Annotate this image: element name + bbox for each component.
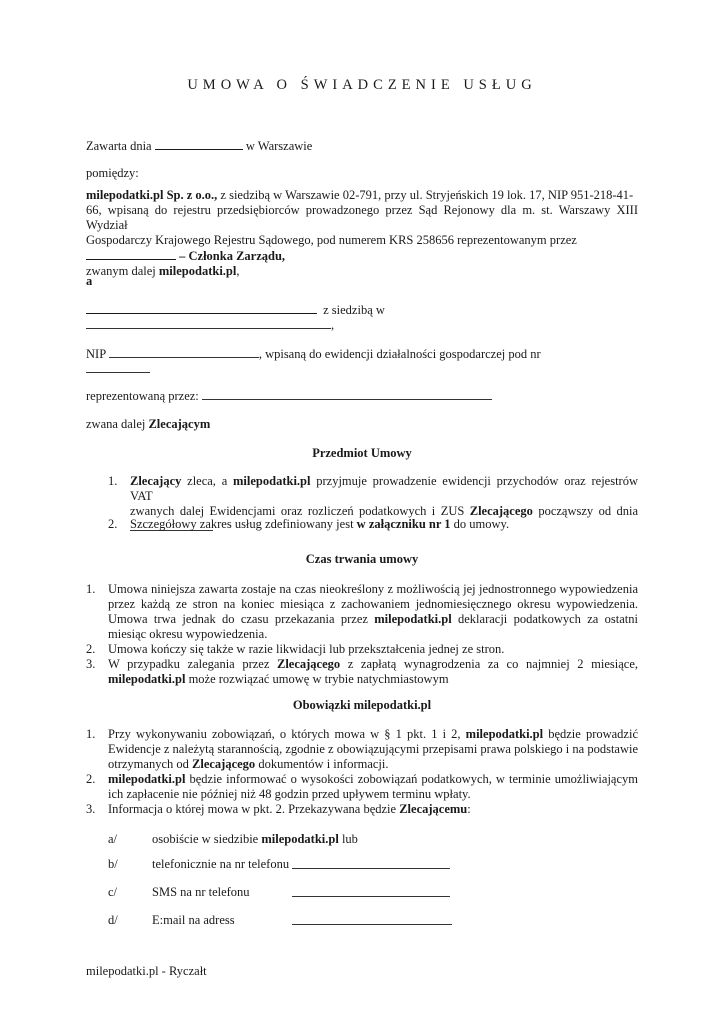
l1c: z zapłatą wynagrodzenia za co najmniej 2 miesiące, — [340, 657, 638, 671]
l1b: Zlecającego — [276, 657, 341, 671]
l1a: milepodatki.pl — [108, 772, 186, 786]
client-seat-line — [86, 317, 638, 333]
option-c — [0, 885, 724, 900]
represented-line — [86, 388, 638, 404]
concluded-suffix: w Warszawie — [245, 139, 313, 153]
l2a: milepodatki.pl — [108, 672, 186, 686]
board-member-label: – Członka Zarządu, — [179, 249, 286, 263]
client-prefix: zwana dalej — [86, 417, 149, 431]
email-blank[interactable] — [292, 913, 452, 925]
item-number: 1. — [108, 474, 118, 488]
sms-blank[interactable] — [292, 885, 450, 897]
line2-b: Zlecającego — [469, 504, 533, 518]
t1: Szczegółowy zakres usług zdefiniowany jest — [130, 517, 357, 531]
option-label: c/ — [108, 885, 118, 899]
and-label: a — [86, 274, 93, 288]
option-label: b/ — [108, 857, 118, 871]
l3b: milepodatki.pl — [374, 612, 452, 626]
section-heading-obligations: Obowiązki milepodatki.pl — [292, 698, 432, 712]
option-b — [0, 857, 724, 872]
option-label: d/ — [108, 913, 118, 927]
l3b: Zlecającego — [192, 757, 256, 771]
item-number: 2. — [108, 517, 118, 531]
l4: miesiąc okresu wypowiedzenia. — [108, 627, 268, 641]
seat-comma: , — [331, 318, 335, 332]
client-seat-blank[interactable] — [86, 317, 331, 329]
option-text-c: lub — [338, 832, 358, 846]
item-number: 1. — [86, 727, 96, 741]
l2: przez każdą ze stron na koniec miesiąca z zachowaniem jednomiesięcznego okresu wypowiedzenia. — [108, 597, 638, 611]
registry-line — [86, 361, 638, 377]
item-number: 3. — [86, 802, 96, 816]
l3c: dokumentów i informacji. — [255, 757, 389, 771]
called-name: milepodatki.pl — [158, 264, 237, 278]
item-number: 2. — [86, 772, 96, 786]
company-paragraph — [86, 188, 638, 279]
called-prefix: zwanym dalej — [86, 264, 159, 278]
represented-label: reprezentowaną przez: — [86, 389, 199, 403]
option-label: a/ — [108, 832, 118, 846]
date-blank[interactable] — [155, 138, 243, 150]
line2-a: zwanych dalej Ewidencjami oraz rozliczeń podatkowych i ZUS — [130, 504, 470, 518]
subject-item-2 — [108, 517, 638, 532]
i3a: Informacja o której mowa w pkt. 2. Przekazywana będzie — [108, 802, 400, 816]
l2: ich zapłacenie nie później niż 48 godzin przed upływem terminu wpłaty. — [108, 787, 471, 801]
option-text-b: milepodatki.pl — [261, 832, 339, 846]
option-d — [0, 913, 724, 928]
company-text-2: 66, wpisaną do rejestru przedsiębiorców prowadzonego przez Sąd Rejonowy dla m. st. Warszawy XIII Wydział — [86, 203, 638, 232]
b-company: milepodatki.pl — [233, 474, 311, 488]
i3c: : — [467, 802, 471, 816]
l3a: Umowa trwa jednak do czasu przekazania przez — [108, 612, 375, 626]
t2: do umowy. — [450, 517, 510, 531]
nip-line — [86, 346, 638, 362]
company-name: milepodatki.pl Sp. z o.o., — [86, 188, 218, 202]
nip-label: NIP — [86, 347, 106, 361]
registry-blank[interactable] — [86, 361, 150, 373]
item-number: 2. — [86, 642, 96, 656]
line2-c: począwszy od dnia — [532, 504, 639, 518]
l3c: deklaracji podatkowych za ostatni — [451, 612, 638, 626]
client-called-line — [86, 417, 638, 432]
obligations-item-2 — [86, 772, 638, 802]
section-heading-subject: Przedmiot Umowy — [312, 446, 412, 460]
option-a — [0, 832, 724, 847]
section-heading-duration: Czas trwania umowy — [305, 552, 419, 566]
called-suffix: , — [236, 264, 240, 278]
item-number: 1. — [86, 582, 96, 596]
client-name-line — [86, 302, 638, 318]
option-text-a: osobiście w siedzibie — [152, 832, 262, 846]
nip-blank[interactable] — [109, 346, 259, 358]
client-name-blank[interactable] — [86, 302, 317, 314]
l1: Umowa niniejsza zawarta zostaje na czas nieokreślony z możliwością jej jednostronnego wypowiedzenia — [108, 582, 638, 596]
representative-blank[interactable] — [86, 248, 176, 260]
l3a: otrzymanych od — [108, 757, 193, 771]
page-footer: milepodatki.pl - Ryczałt — [86, 964, 207, 978]
option-text: E:mail na adress — [152, 913, 235, 927]
t2: przyjmuje prowadzenie ewidencji przychodów oraz rejestrów VAT — [130, 474, 638, 503]
nip-suffix: , wpisaną do ewidencji działalności gospodarczej pod nr — [258, 347, 541, 361]
l2: Ewidencje z należytą starannością, zgodnie z obowiązującymi przepisami prawa polskiego i na podstawie — [108, 742, 639, 756]
l1b: milepodatki.pl — [465, 727, 544, 741]
obligations-item-1 — [86, 727, 638, 772]
duration-item-2 — [86, 642, 638, 657]
obligations-item-3 — [86, 802, 638, 817]
item-number: 3. — [86, 657, 96, 671]
phone-blank[interactable] — [292, 857, 450, 869]
l1c: będzie prowadzić — [543, 727, 638, 741]
option-text: SMS na nr telefonu — [152, 885, 250, 899]
l1a: W przypadku zalegania przez — [108, 657, 277, 671]
i3b: Zlecającemu — [399, 802, 468, 816]
company-text-1: z siedzibą w Warszawie 02-791, przy ul. Stryjeńskich 19 lok. 17, NIP 951-218-41- — [217, 188, 634, 202]
concluded-prefix: Zawarta dnia — [86, 139, 152, 153]
b-client: Zlecający — [130, 474, 182, 488]
concluded-line — [86, 138, 638, 154]
seat-label: z siedzibą w — [323, 303, 385, 317]
t1: zleca, a — [181, 474, 234, 488]
client-called-name: Zlecającym — [148, 417, 211, 431]
item-text: Umowa kończy się także w razie likwidacji lub przekształcenia jednej ze stron. — [108, 642, 505, 656]
between-label: pomiędzy: — [86, 166, 139, 180]
company-text-3: Gospodarczy Krajowego Rejestru Sądowego, pod numerem KRS 258656 reprezentowanym przez — [86, 233, 577, 247]
document-title: UMOWA O ŚWIADCZENIE USŁUG — [187, 77, 537, 93]
l2b: może rozwiązać umowę w trybie natychmiastowym — [185, 672, 449, 686]
represented-blank[interactable] — [202, 388, 492, 400]
duration-item-3 — [86, 657, 638, 687]
attachment-ref: w załączniku nr 1 — [356, 517, 451, 531]
l1a: Przy wykonywaniu zobowiązań, o których mowa w § 1 pkt. 1 i 2, — [108, 727, 466, 741]
duration-item-1 — [86, 582, 638, 642]
l1b: będzie informować o wysokości zobowiązań podatkowych, w terminie umożliwiającym — [185, 772, 638, 786]
option-text: telefonicznie na nr telefonu — [152, 857, 290, 871]
